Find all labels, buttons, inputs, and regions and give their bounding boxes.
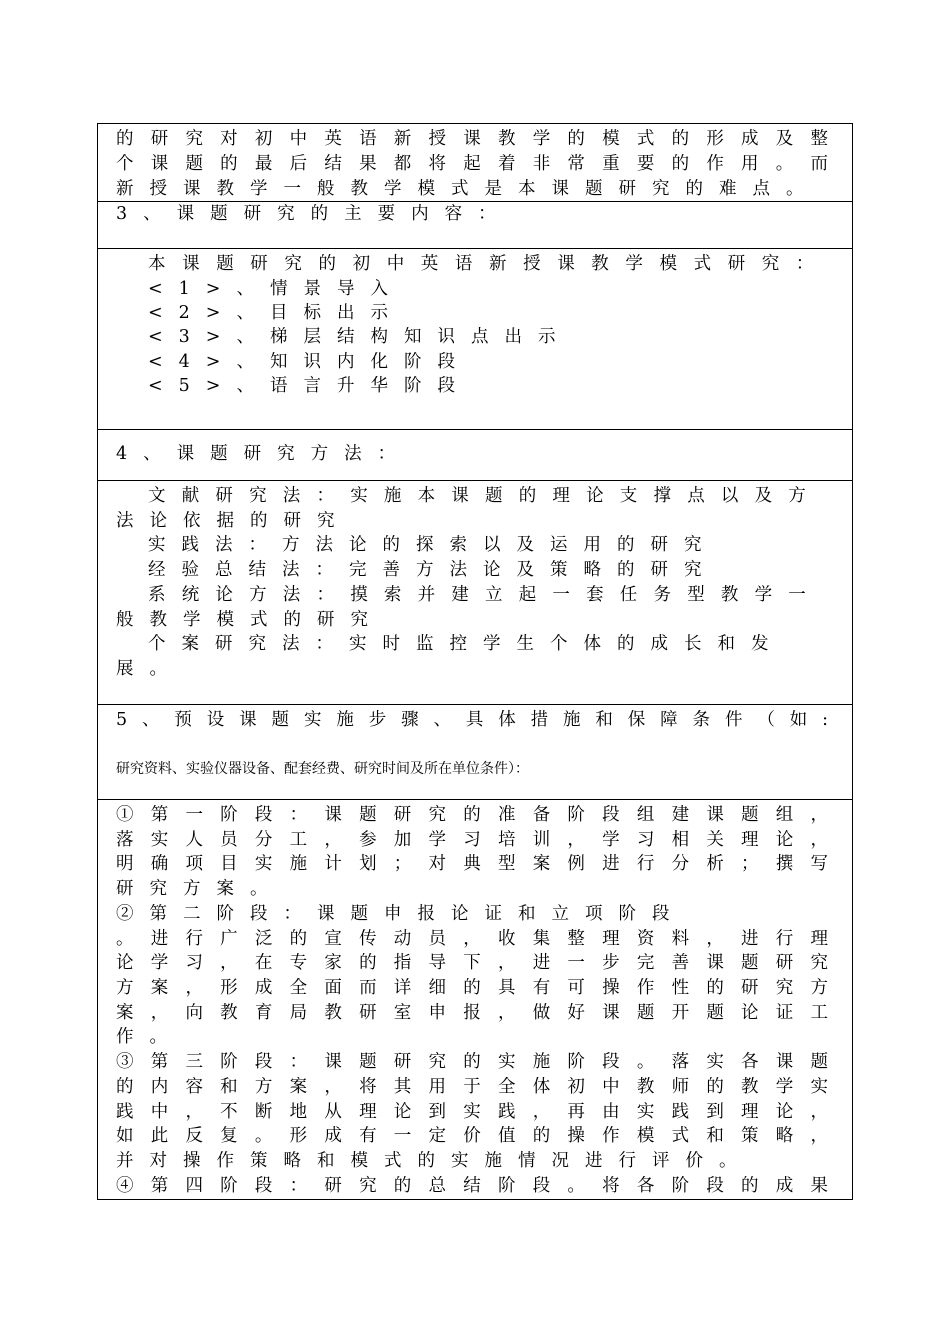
text-line: 如此反复。形成有一定价值的操作模式和策略，: [116, 1126, 828, 1146]
text-line: 系统论方法：摸索并建立起一套任务型教学一: [148, 585, 822, 605]
text-line: 般教学模式的研究: [116, 610, 384, 630]
table-row-heading-5: [98, 704, 852, 799]
text-line: 明确项目实施计划；对典型案例进行分析；撰写: [116, 854, 828, 874]
text-line: <5>、语言升华阶段: [148, 376, 471, 396]
text-line: <3>、梯层结构知识点出示: [148, 327, 572, 347]
table-row-intro-cont: [98, 124, 852, 201]
text-line: 并对操作策略和模式的实施情况进行评价。: [116, 1151, 753, 1171]
text-line: 本课题研究的初中英语新授课教学模式研究：: [148, 254, 830, 274]
text-line: 文献研究法：实施本课题的理论支撑点以及方: [148, 486, 822, 506]
text-line: 经验总结法：完善方法论及策略的研究: [148, 560, 718, 580]
text-line: <4>、知识内化阶段: [148, 352, 471, 372]
text-line: 4、课题研究方法：: [116, 444, 412, 464]
text-line: 方案，形成全面而详细的具有可操作性的研究方: [116, 978, 828, 998]
text-line: ④第四阶段：研究的总结阶段。将各阶段的成果: [116, 1176, 828, 1196]
table-row-heading-4: [98, 429, 852, 480]
text-line: 实践法：方法论的探索以及运用的研究: [148, 535, 718, 555]
text-line: 落实人员分工，参加学习培训，学习相关理论，: [116, 830, 828, 850]
text-line: 的研究对初中英语新授课教学的模式的形成及整: [116, 129, 828, 149]
table-row-heading-3: [98, 201, 852, 248]
text-line: 践中，不断地从理论到实践，再由实践到理论，: [116, 1102, 828, 1122]
text-line: 。进行广泛的宣传动员，收集整理资料，进行理: [116, 929, 828, 949]
text-line: ③第三阶段：课题研究的实施阶段。落实各课题: [116, 1052, 828, 1072]
text-line: 5、预设课题实施步骤、具体措施和保障条件（如:: [116, 710, 828, 730]
text-line: 研究方案。: [116, 879, 284, 899]
text-line: 的内容和方案，将其用于全体初中教师的教学实: [116, 1077, 828, 1097]
text-line: 作。: [116, 1027, 183, 1047]
text-line: ①第一阶段：课题研究的准备阶段组建课题组，: [116, 805, 828, 825]
text-line: <2>、目标出示: [148, 303, 404, 323]
table-row-content-3: [98, 248, 852, 429]
text-line: 案，向教育局教研室申报，做好课题开题论证工: [116, 1003, 828, 1023]
text-line: 法论依据的研究: [116, 511, 351, 531]
text-line: 个课题的最后结果都将起着非常重要的作用。而: [116, 154, 828, 174]
text-line: 个案研究法：实时监控学生个体的成长和发: [148, 634, 785, 654]
text-line: 论学习，在专家的指导下，进一步完善课题研究: [116, 953, 828, 973]
text-line: 展。: [116, 659, 183, 679]
document-table: [97, 123, 853, 1200]
table-row-content-4: [98, 480, 852, 704]
table-row-content-5: [98, 799, 852, 1199]
text-line: ②第二阶段：课题申报论证和立项阶段: [116, 904, 686, 924]
text-line: 3、课题研究的主要内容：: [116, 204, 512, 224]
text-line: 研究资料、实验仪器设备、配套经费、研究时间及所在单位条件）：: [116, 761, 529, 777]
text-line: 新授课教学一般教学模式是本课题研究的难点。: [116, 179, 820, 199]
text-line: <1>、情景导入: [148, 279, 404, 299]
